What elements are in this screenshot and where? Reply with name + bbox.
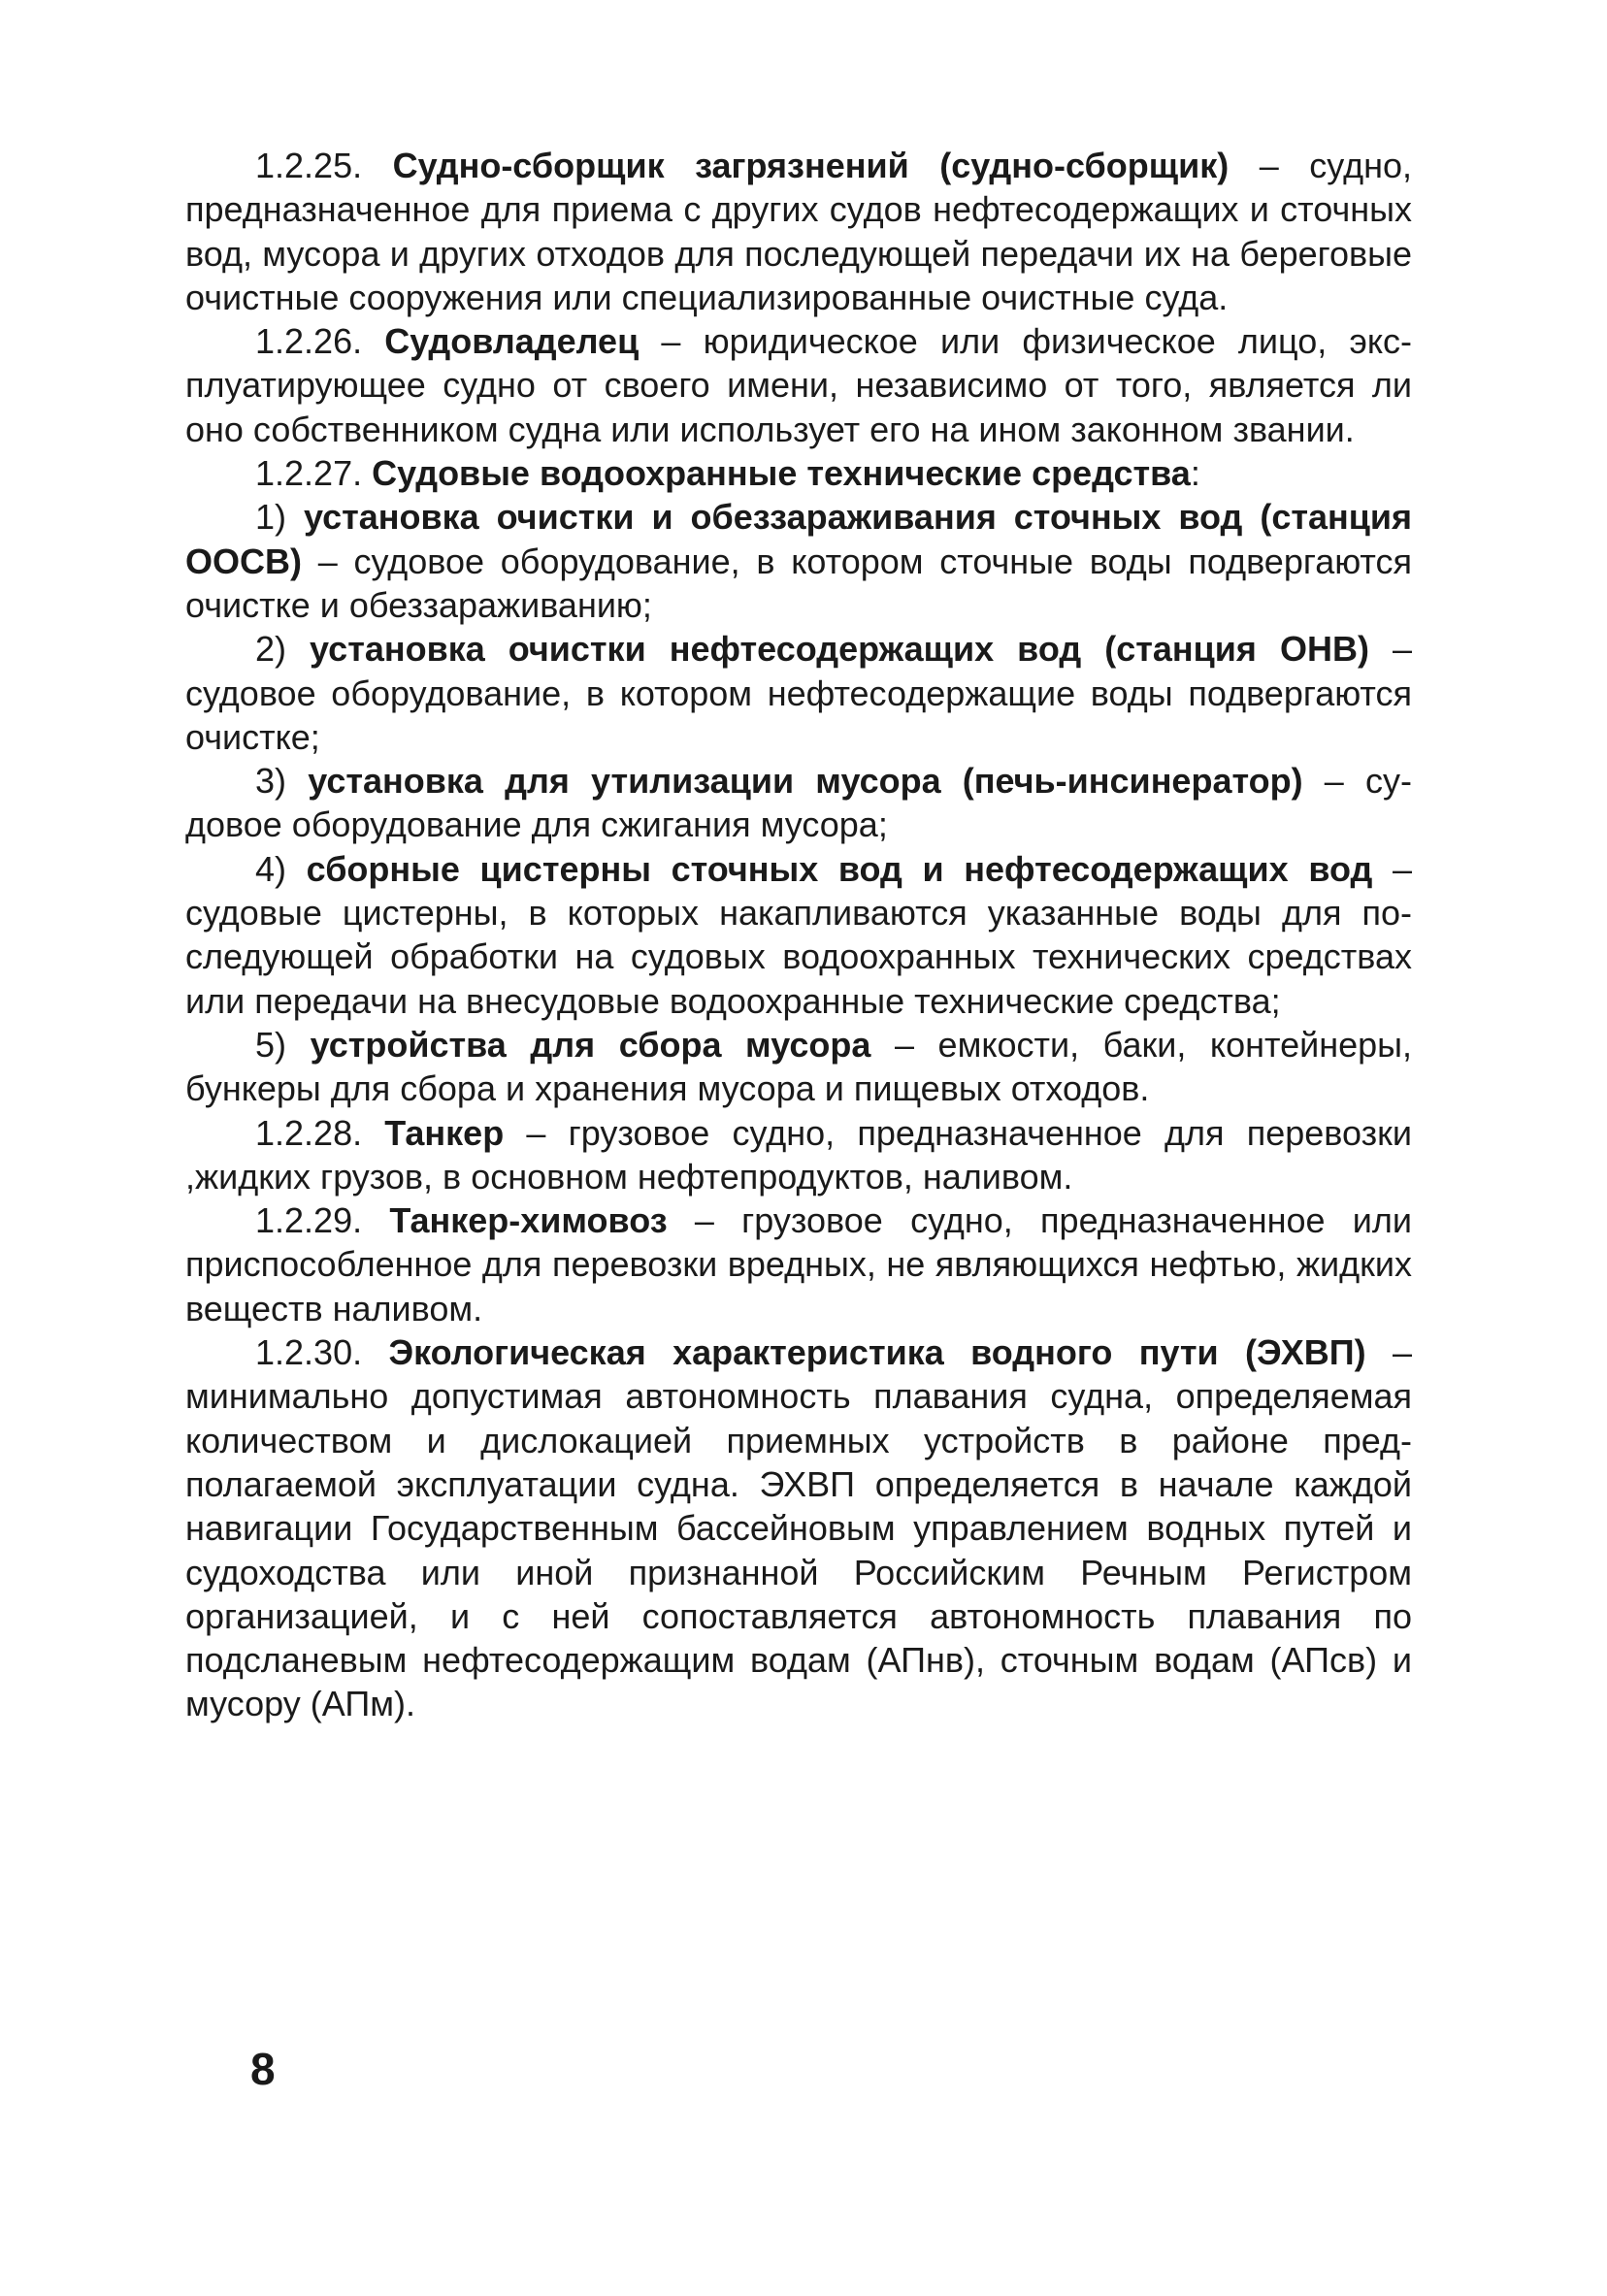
definition: : [1190, 453, 1200, 494]
page-body [185, 144, 1412, 1726]
paragraph-1-2-30 [185, 1330, 1412, 1726]
clause-number: 1.2.25. [255, 146, 393, 185]
paragraph-1-2-28 [185, 1111, 1412, 1199]
term: Судовладелец [384, 321, 640, 362]
definition: – судовое оборудование для сжигания мусора; [185, 761, 1413, 845]
list-item-5 [185, 1023, 1412, 1111]
term: сборные цистерны сточных вод и нефтесодержащих вод [306, 848, 1373, 889]
paragraph-1-2-29 [185, 1198, 1412, 1330]
term: установка очистки нефтесодержащих вод (станция ОНВ) [310, 629, 1369, 670]
term: Судовые водоохранные технические средства [372, 453, 1191, 494]
clause-number: 1.2.29. [255, 1200, 390, 1241]
page-number: 8 [250, 2044, 276, 2094]
definition: – грузовое судно, предназначенное или приспособленное для перевозки вредных, не являющихся нефтью, жидких веществ наливом. [185, 1200, 1412, 1328]
definition: – судовое оборудование, в котором нефтесодержащие воды подвергаются очистке; [185, 629, 1412, 757]
definition: – емкости, баки, контейнеры, бункеры для сбора и хранения мусора и пищевых отходов. [185, 1024, 1413, 1109]
definition: – судовое оборудование, в котором сточные воды подвергаются очистке и обеззараживанию; [185, 541, 1412, 625]
item-number: 5) [255, 1024, 311, 1065]
term: Экологическая характеристика водного пути (ЭХВП) [388, 1332, 1366, 1373]
clause-number: 1.2.30. [255, 1332, 389, 1373]
term: Танкер [384, 1112, 505, 1153]
definition: – минимально допустимая автономность плавания судна, определяемая количеством и дислокацией приемных устройств в районе предполагаемой эксплуатации судна. ЭХВП определяется в начале каждой навигации Государственным бассейновым управлением водных путей и судоходства или иной признанной Российским Речным Регистром организацией, и с ней сопоставляется автономность плавания по подсланевым нефтесодержащим водам (АПнв), сточным водам (АПсв) и мусору (АПм). [185, 1332, 1412, 1724]
paragraph-1-2-27 [185, 451, 1412, 495]
term: устройства для сбора мусора [310, 1024, 871, 1065]
item-number: 1) [255, 497, 304, 538]
item-number: 3) [255, 761, 309, 802]
clause-number: 1.2.27. [255, 453, 373, 494]
item-number: 2) [255, 629, 311, 670]
list-item-1 [185, 495, 1412, 627]
list-item-2 [185, 627, 1412, 759]
definition: – юридическое или физическое лицо, эксплуатирующее судно от своего имени, независимо от того, является ли оно собственником судна или использует его на ином законном звании. [185, 321, 1412, 449]
definition: – судовые цистерны, в которых накапливаются указанные воды для последующей обработки на судовых водоохранных технических средствах или передачи на внесудовые водоохранные технические средства; [185, 848, 1412, 1021]
definition: – судно, предназначенное для приема с других судов нефтесодержащих и сточных вод, мусора и других отходов для последующей передачи их на береговые очистные сооружения или специализированные очистные суда. [185, 146, 1412, 317]
clause-number: 1.2.26. [255, 321, 385, 362]
term: установка для утилизации мусора (печь-инсинератор) [308, 761, 1303, 802]
term: установка очистки и обеззараживания сточных вод (станция ООСВ) [185, 497, 1413, 581]
paragraph-1-2-25 [185, 144, 1412, 319]
definition: – грузовое судно, предназначенное для перевозки ,жидких грузов, в основном нефтепродуктов, наливом. [185, 1112, 1412, 1197]
term: Судно-сборщик загрязнений (судно-сборщик) [392, 146, 1230, 185]
list-item-4 [185, 847, 1412, 1023]
list-item-3 [185, 759, 1412, 847]
paragraph-1-2-26 [185, 319, 1412, 451]
term: Танкер-химовоз [389, 1200, 668, 1241]
item-number: 4) [255, 848, 307, 889]
clause-number: 1.2.28. [255, 1112, 385, 1153]
